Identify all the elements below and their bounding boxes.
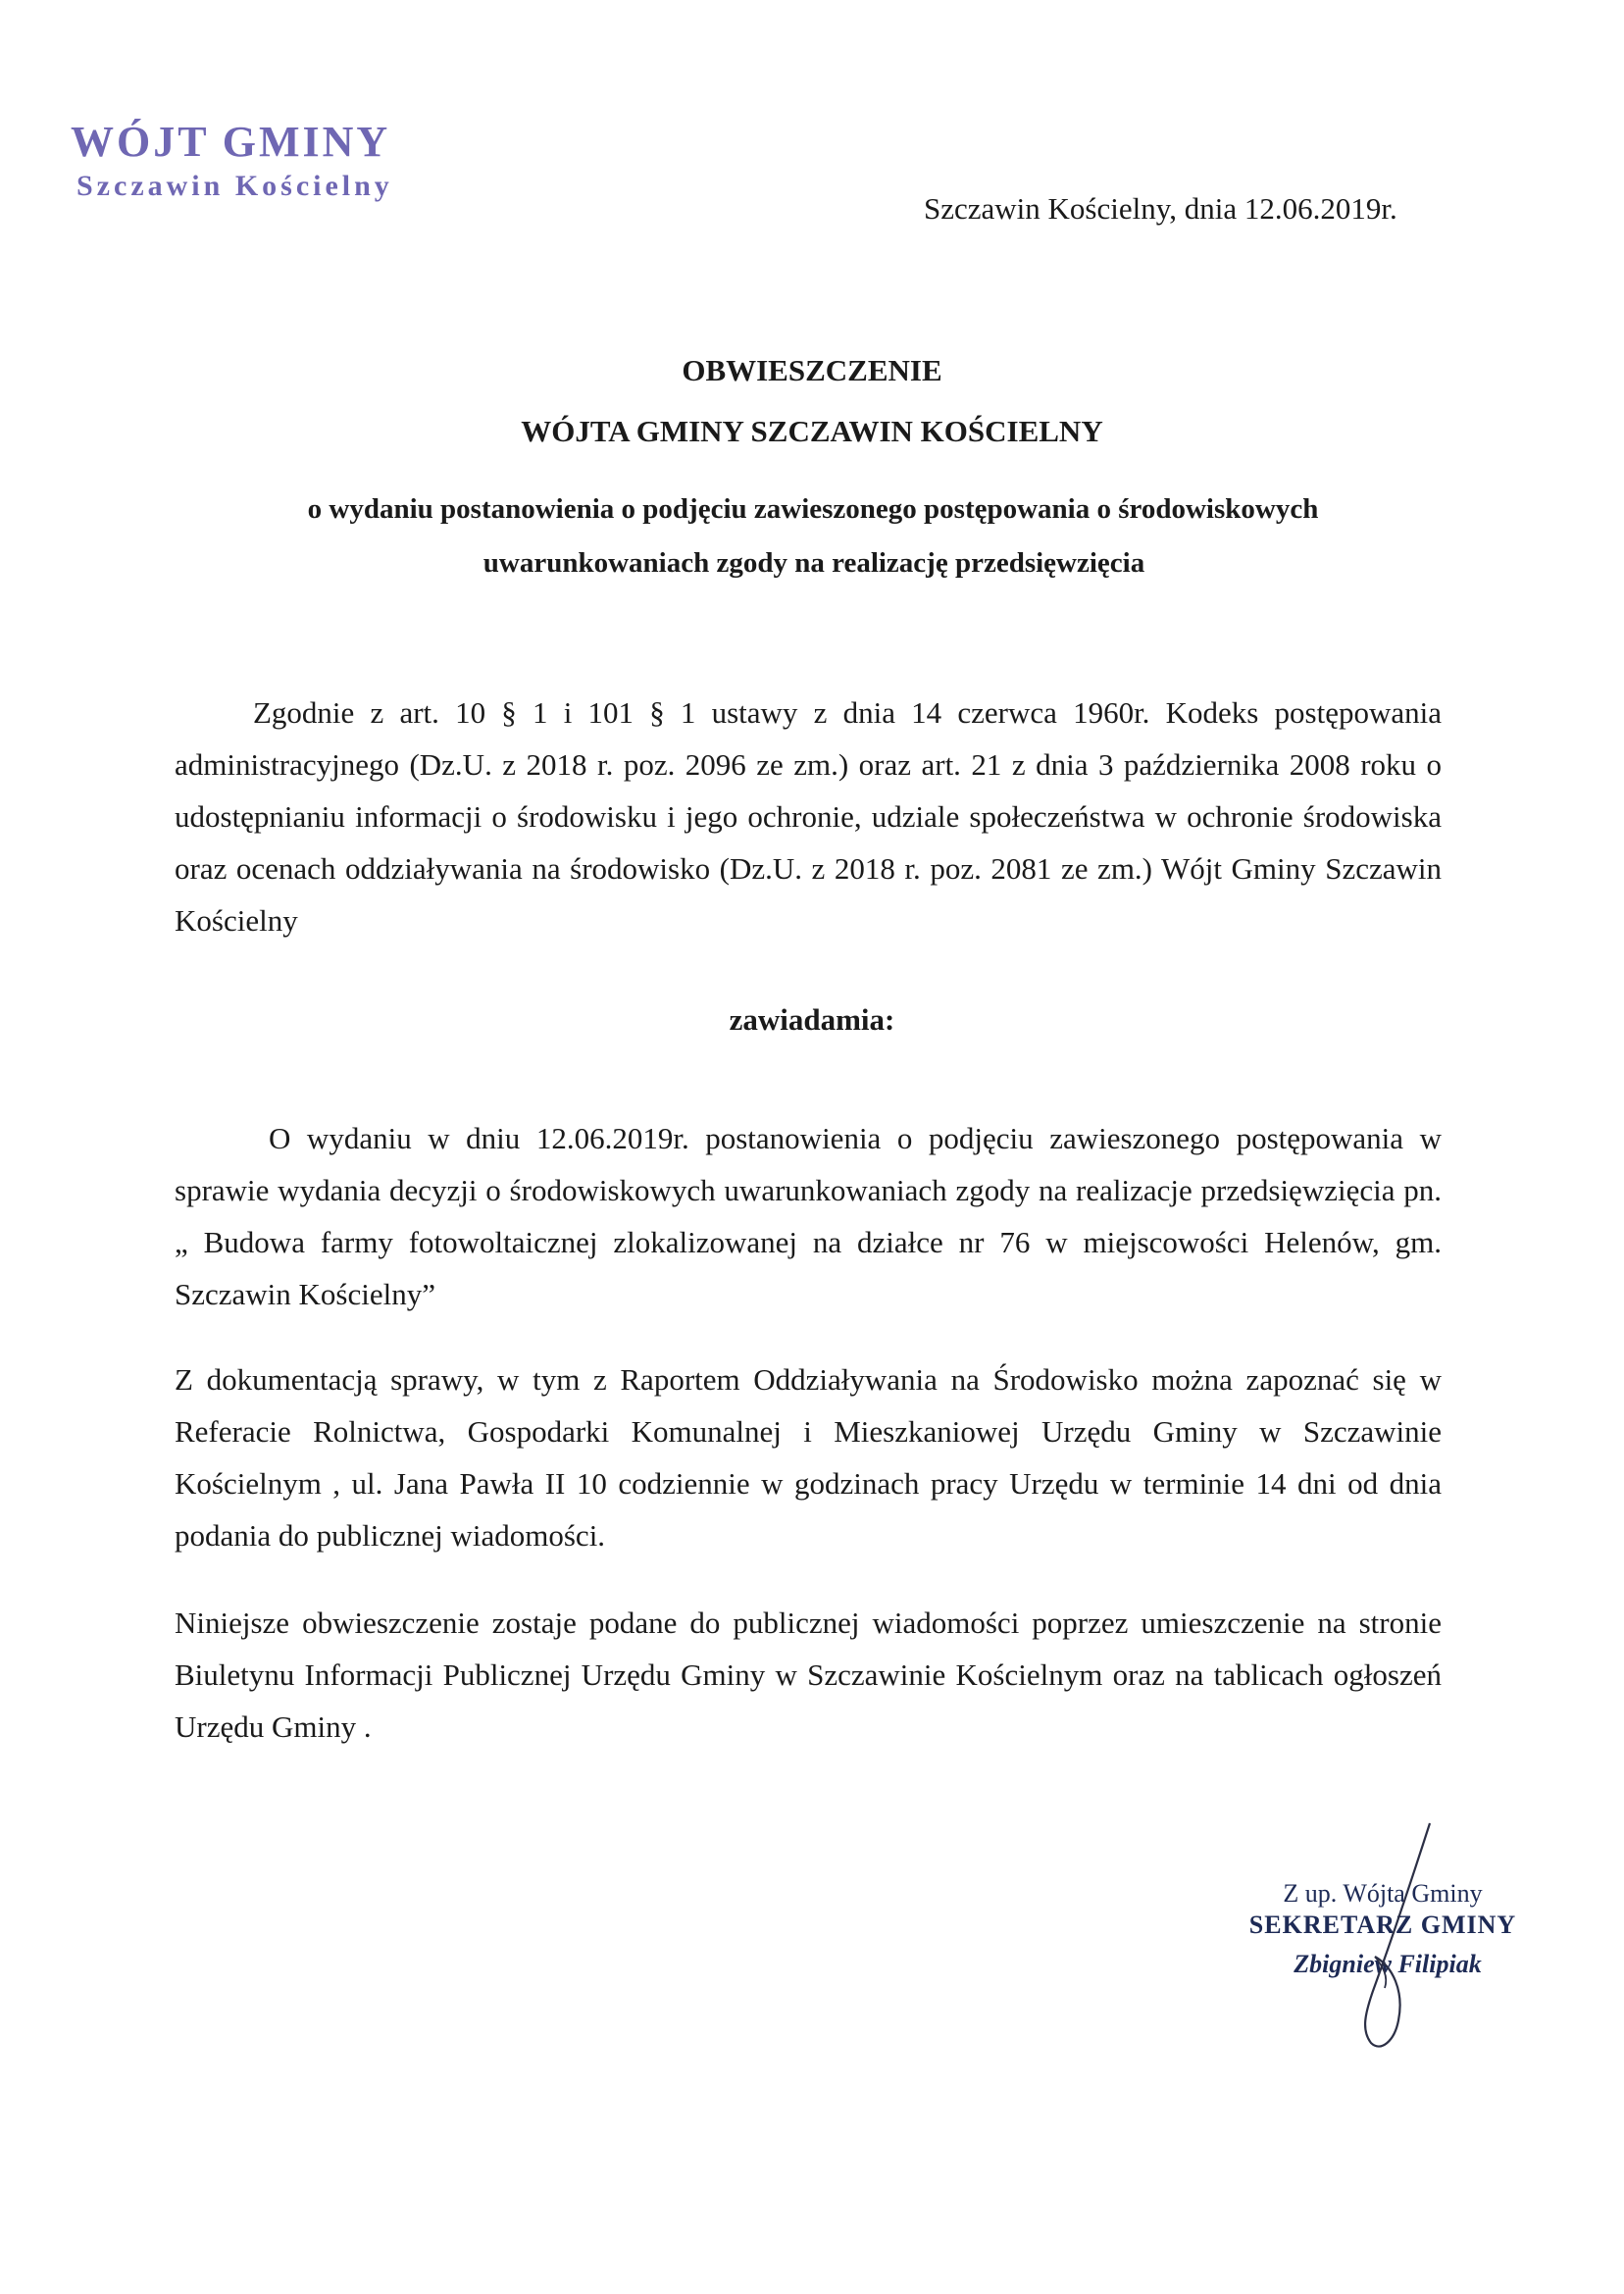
signature-position: SEKRETARZ GMINY: [1248, 1911, 1517, 1939]
publication-paragraph: Niniejsze obwieszczenie zostaje podane do publicznej wiadomości poprzez umieszczenie na stronie Biuletynu Informacji Publicznej Urzędu Gminy w Szczawinie Kościelnym oraz na tablicach ogłoszeń Urzędu Gminy .: [175, 1606, 1442, 1744]
signature-stamp: [1138, 1878, 1589, 2006]
signature-authorization: Z up. Wójta Gminy: [1283, 1879, 1483, 1908]
stamp-title: WÓJT GMINY: [71, 118, 391, 166]
office-stamp: [71, 118, 393, 206]
decision-paragraph: O wydaniu w dniu 12.06.2019r. postanowienia o podjęciu zawieszonego postępowania w sprawie wydania decyzji o środowiskowych uwarunkowaniach zgody na realizacje przedsięwzięcia pn. „ Budowa farmy fotowoltaicznej zlokalizowanej na działce nr 76 w miejscowości Helenów, gm. Szczawin Kościelny”: [175, 1121, 1442, 1311]
document-date: Szczawin Kościelny, dnia 12.06.2019r.: [924, 191, 1397, 226]
stamp-municipality: Szczawin Kościelny: [76, 170, 393, 202]
signature-name: Zbigniew Filipiak: [1294, 1950, 1482, 1978]
documentation-paragraph: Z dokumentacją sprawy, w tym z Raportem Oddziaływania na Środowisko można zapoznać się w Referacie Rolnictwa, Gospodarki Komunalnej i Mieszkaniowej Urzędu Gminy w Szczawinie Kościelnym , ul. Jana Pawła II 10 codziennie w godzinach pracy Urzędu w terminie 14 dni od dnia podania do publicznej wiadomości.: [175, 1362, 1442, 1553]
handwritten-signature-icon: [1314, 1819, 1451, 2055]
document-issuer: WÓJTA GMINY SZCZAWIN KOŚCIELNY: [521, 414, 1103, 448]
document-subject-line2: uwarunkowaniach zgody na realizację przedsięwzięcia: [482, 547, 1145, 579]
document-title: OBWIESZCZENIE: [682, 353, 942, 387]
notifies-heading: zawiadamia:: [729, 1002, 895, 1037]
legal-basis-paragraph: Zgodnie z art. 10 § 1 i 101 § 1 ustawy z dnia 14 czerwca 1960r. Kodeks postępowania administracyjnego (Dz.U. z 2018 r. poz. 2096 ze zm.) oraz art. 21 z dnia 3 października 2008 roku o udostępnianiu informacji o środowisku i jego ochronie, udziale społeczeństwa w ochronie środowiska oraz ocenach oddziaływania na środowisko (Dz.U. z 2018 r. poz. 2081 ze zm.) Wójt Gminy Szczawin Kościelny: [175, 695, 1442, 938]
document-subject-line1: o wydaniu postanowienia o podjęciu zawieszonego postępowania o środowiskowych: [307, 493, 1319, 525]
